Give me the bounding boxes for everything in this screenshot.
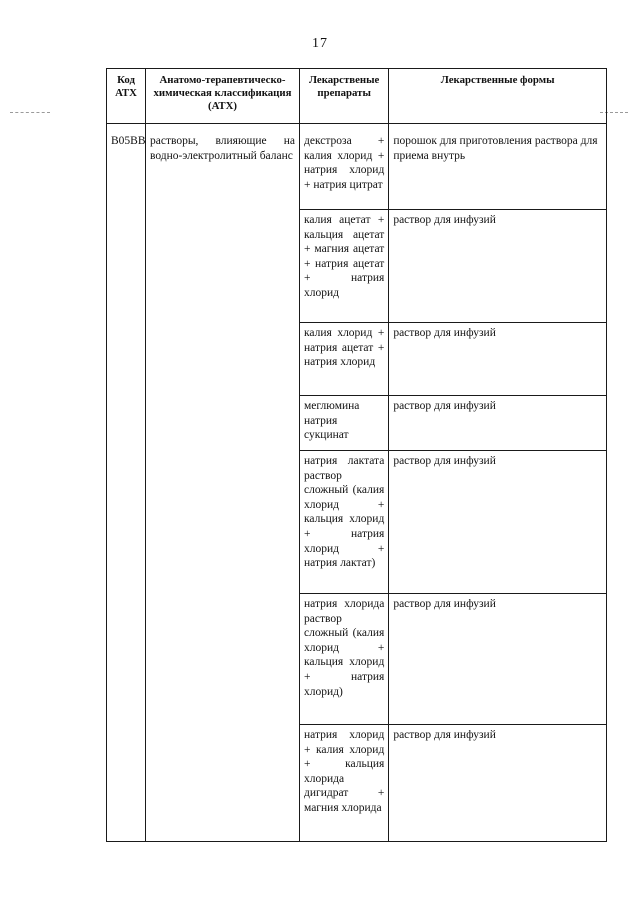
- form-cell: раствор для инфузий: [389, 594, 607, 725]
- header-forms: Лекарственные формы: [389, 69, 607, 124]
- header-row: [107, 69, 607, 124]
- form-cell: раствор для инфузий: [389, 725, 607, 842]
- header-classification: Анатомо-терапевтическо-химическая классификация (АТХ): [146, 69, 300, 124]
- drug-classification-table: [106, 68, 607, 842]
- drug-cell: натрия хлорида раствор сложный (калия хлорид + кальция хлорид + натрия хлорид): [300, 594, 389, 725]
- atx-code-cell: B05BB: [107, 124, 146, 842]
- atx-classification-cell: растворы, влияющие на водно-электролитный баланс: [146, 124, 300, 842]
- form-cell: раствор для инфузий: [389, 323, 607, 396]
- form-cell: раствор для инфузий: [389, 210, 607, 323]
- header-code: Код АТХ: [107, 69, 146, 124]
- drug-cell: меглюмина натрия сукцинат: [300, 396, 389, 451]
- margin-dash-left: [10, 112, 50, 113]
- table-row: [107, 124, 607, 210]
- table-header: [107, 69, 607, 124]
- form-cell: раствор для инфузий: [389, 451, 607, 594]
- header-drugs: Лекарственые препараты: [300, 69, 389, 124]
- table-body: [107, 124, 607, 842]
- page-number: 17: [312, 36, 328, 51]
- form-cell: раствор для инфузий: [389, 396, 607, 451]
- drug-cell: калия хлорид + натрия ацетат + натрия хлорид: [300, 323, 389, 396]
- drug-cell: калия ацетат + кальция ацетат + магния ацетат + натрия ацетат + натрия хлорид: [300, 210, 389, 323]
- drug-cell: натрия лактата раствор сложный (калия хлорид + кальция хлорид + натрия хлорид + натрия лактат): [300, 451, 389, 594]
- drug-cell: натрия хлорид + калия хлорид + кальция хлорида дигидрат + магния хлорида: [300, 725, 389, 842]
- form-cell: порошок для приготовления раствора для приема внутрь: [389, 124, 607, 210]
- drug-cell: декстроза + калия хлорид + натрия хлорид + натрия цитрат: [300, 124, 389, 210]
